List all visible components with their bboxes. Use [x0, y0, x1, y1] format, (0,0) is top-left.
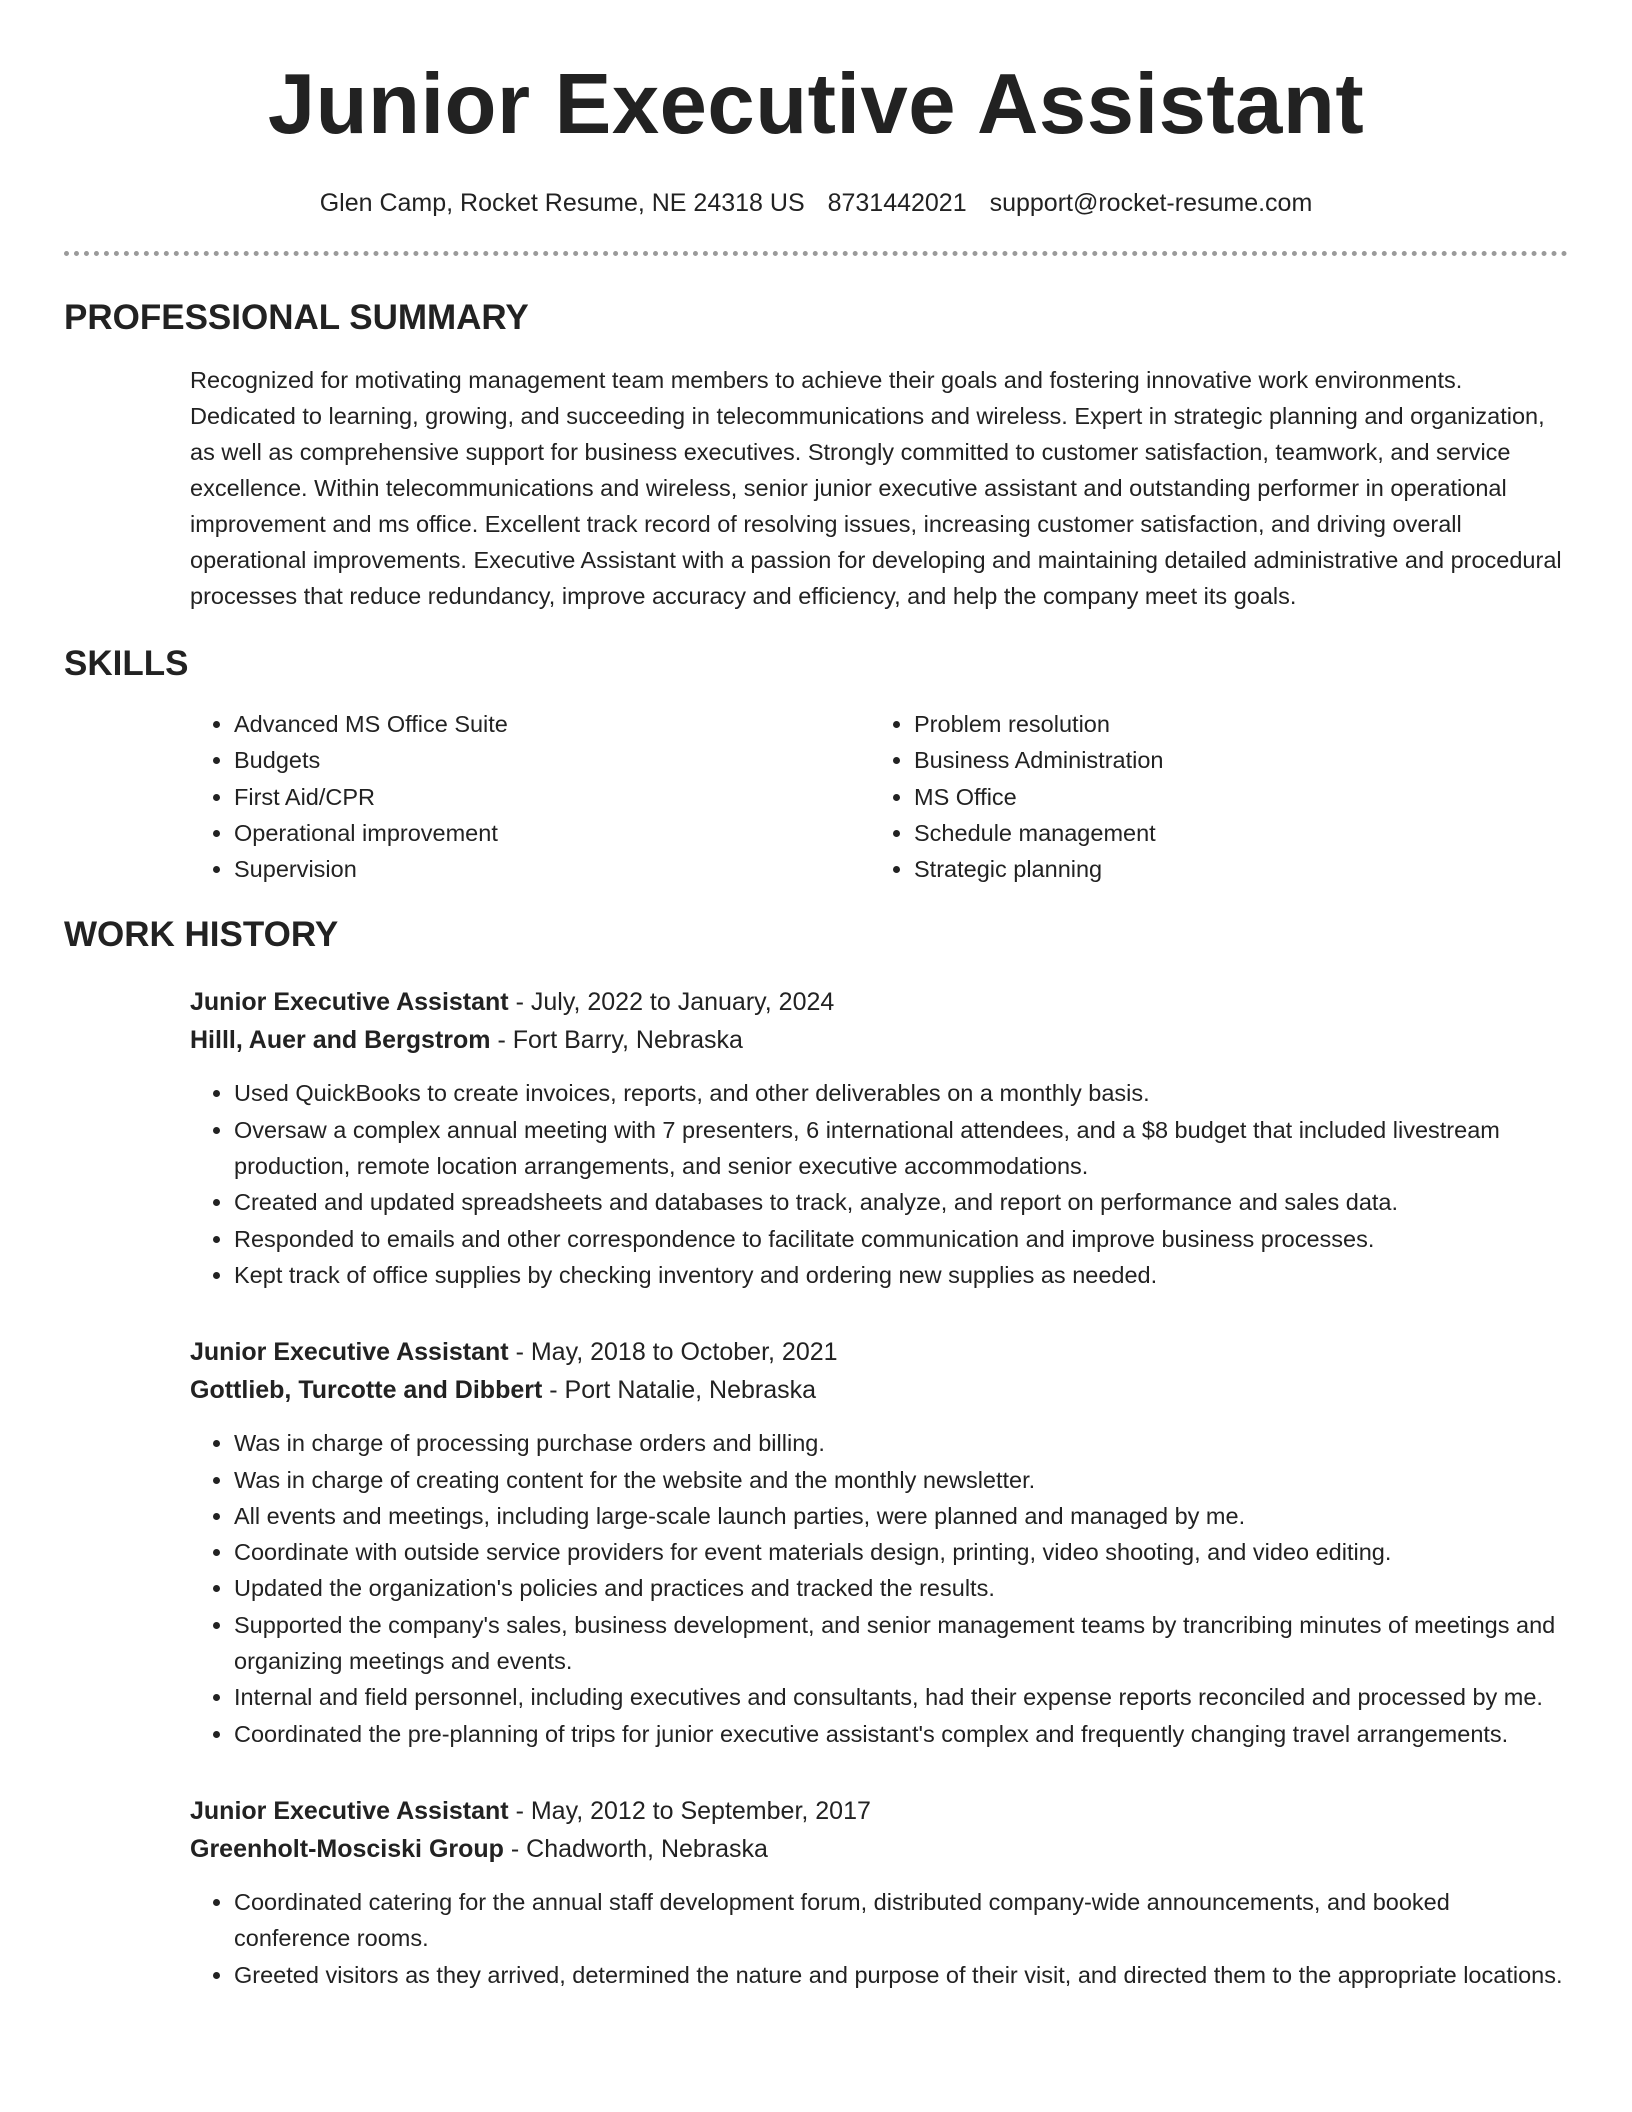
skill-item: • Business Administration	[914, 742, 1570, 778]
contact-address: Glen Camp, Rocket Resume, NE 24318 US	[319, 189, 805, 217]
job-bullet: • Greeted visitors as they arrived, determined the nature and purpose of their visit, and directed them to the appropriate locations.	[234, 1957, 1568, 1993]
contact-line	[64, 185, 1568, 221]
contact-phone: 8731442021	[827, 189, 967, 217]
skill-item: • Budgets	[234, 742, 870, 778]
work-history-section	[64, 913, 1568, 1992]
job-role: Junior Executive Assistant	[190, 988, 509, 1017]
skills-list-left	[190, 706, 870, 887]
job-bullet: • Responded to emails and other correspondence to facilitate communication and improve business processes.	[234, 1221, 1568, 1257]
skill-item: • Strategic planning	[914, 851, 1570, 887]
skills-heading: SKILLS	[64, 644, 189, 683]
skill-item: • MS Office	[914, 779, 1570, 815]
job-bullet: • Supported the company's sales, business development, and senior management teams by trancribing minutes of meetings and organizing meetings and events.	[234, 1607, 1568, 1680]
job-entry	[190, 1792, 1568, 1993]
resume-page	[64, 0, 1568, 1993]
header-divider	[64, 251, 1568, 256]
job-bullet: • Was in charge of processing purchase orders and billing.	[234, 1425, 1568, 1461]
job-bullets	[190, 1075, 1568, 1293]
job-bullet: • Used QuickBooks to create invoices, reports, and other deliverables on a monthly basis.	[234, 1075, 1568, 1111]
skill-item: • Advanced MS Office Suite	[234, 706, 870, 742]
resume-title: Junior Executive Assistant	[267, 57, 1365, 152]
job-role: Junior Executive Assistant	[190, 1796, 509, 1825]
job-company-line	[190, 1371, 1568, 1409]
summary-section	[64, 296, 1568, 614]
contact-email: support@rocket-resume.com	[989, 189, 1313, 217]
summary-text: Recognized for motivating management team members to achieve their goals and fostering innovative work environments. Dedicated to learning, growing, and succeeding in telecommunications and wireless. Expert in strategic planning and organization, as well as comprehensive support for business executives. Strongly committed to customer satisfaction, teamwork, and service excellence. Within telecommunications and wireless, senior junior executive assistant and outstanding performer in operational improvement and ms office. Excellent track record of resolving issues, increasing customer satisfaction, and driving overall operational improvements. Executive Assistant with a passion for developing and maintaining detailed administrative and procedural processes that reduce redundancy, improve accuracy and efficiency, and help the company meet its goals.	[190, 367, 1562, 609]
job-company: Greenholt-Mosciski Group	[190, 1834, 504, 1863]
job-dates: - May, 2012 to September, 2017	[508, 1796, 871, 1825]
job-bullet: • Created and updated spreadsheets and databases to track, analyze, and report on performance and sales data.	[234, 1184, 1568, 1220]
job-entry	[190, 983, 1568, 1293]
job-entry	[190, 1333, 1568, 1752]
job-company-line	[190, 1830, 1568, 1868]
job-dates: - July, 2022 to January, 2024	[508, 988, 835, 1017]
job-company-line	[190, 1021, 1568, 1059]
skill-item: • Operational improvement	[234, 815, 870, 851]
skills-grid	[190, 706, 1568, 887]
work-history-heading: WORK HISTORY	[64, 915, 339, 955]
job-bullet: • Kept track of office supplies by checking inventory and ordering new supplies as needed.	[234, 1257, 1568, 1293]
skill-item: • First Aid/CPR	[234, 779, 870, 815]
job-bullet: • Internal and field personnel, including executives and consultants, had their expense reports reconciled and processed by me.	[234, 1679, 1568, 1715]
job-role: Junior Executive Assistant	[190, 1338, 509, 1367]
job-bullet: • Updated the organization's policies and practices and tracked the results.	[234, 1570, 1568, 1606]
job-dates: - May, 2018 to October, 2021	[508, 1338, 838, 1367]
job-bullet: • All events and meetings, including large-scale launch parties, were planned and managed by me.	[234, 1498, 1568, 1534]
job-company: Gottlieb, Turcotte and Dibbert	[190, 1376, 543, 1405]
job-location: - Port Natalie, Nebraska	[542, 1376, 817, 1405]
job-bullet: • Coordinated the pre-planning of trips for junior executive assistant's complex and frequently changing travel arrangements.	[234, 1716, 1568, 1752]
job-role-line	[190, 1333, 1568, 1371]
job-bullet: • Oversaw a complex annual meeting with 7 presenters, 6 international attendees, and a $8 budget that included livestream production, remote location arrangements, and senior executive accommodations.	[234, 1112, 1568, 1185]
job-bullets	[190, 1884, 1568, 1993]
skill-item: • Schedule management	[914, 815, 1570, 851]
skill-item: • Supervision	[234, 851, 870, 887]
job-bullet: • Coordinated catering for the annual staff development forum, distributed company-wide announcements, and booked conference rooms.	[234, 1884, 1568, 1957]
job-location: - Fort Barry, Nebraska	[490, 1026, 743, 1055]
job-role-line	[190, 1792, 1568, 1830]
skills-section	[64, 642, 1568, 887]
job-company: Hilll, Auer and Bergstrom	[190, 1026, 491, 1055]
summary-heading: PROFESSIONAL SUMMARY	[64, 298, 529, 337]
job-bullets	[190, 1425, 1568, 1752]
job-location: - Chadworth, Nebraska	[503, 1834, 768, 1863]
skill-item: • Problem resolution	[914, 706, 1570, 742]
job-bullet: • Coordinate with outside service providers for event materials design, printing, video shooting, and video editing.	[234, 1534, 1568, 1570]
skills-list-right	[870, 706, 1570, 887]
job-role-line	[190, 983, 1568, 1021]
job-bullet: • Was in charge of creating content for the website and the monthly newsletter.	[234, 1462, 1568, 1498]
